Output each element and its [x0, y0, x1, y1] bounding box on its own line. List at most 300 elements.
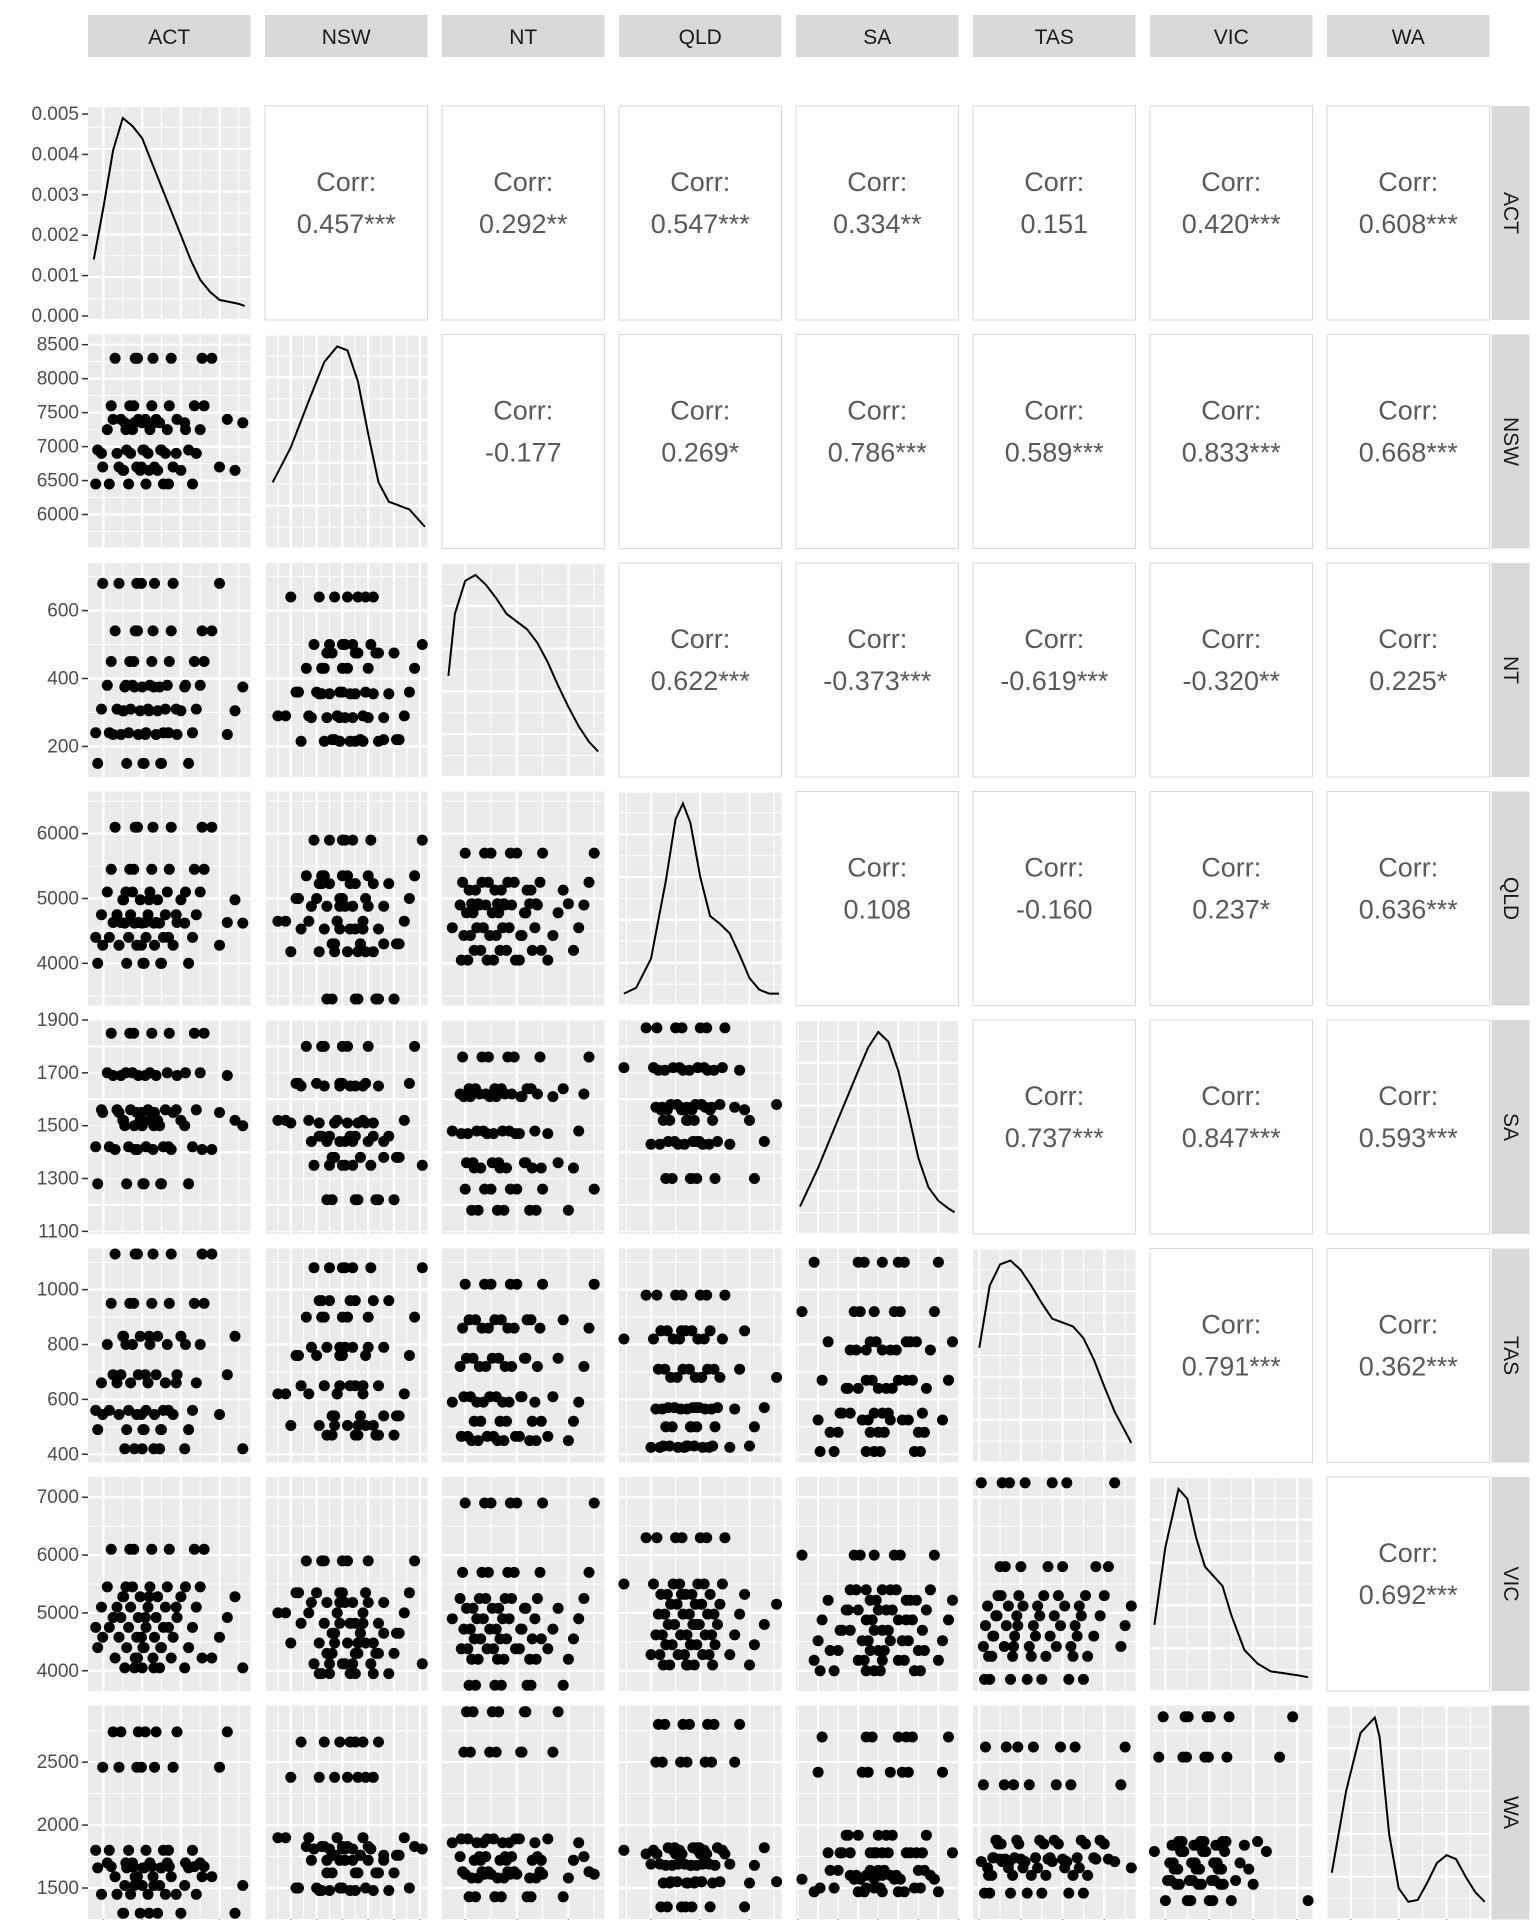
scatter-point	[350, 1737, 361, 1748]
scatter-point	[334, 1380, 345, 1391]
scatter-point	[136, 1762, 147, 1773]
tick-label-y: 0.005	[31, 104, 79, 126]
scatter-point	[1057, 1561, 1068, 1572]
scatter-point	[106, 1861, 117, 1872]
corr-value: 0.636***	[1358, 894, 1458, 925]
scatter-point	[214, 1632, 225, 1643]
scatter-point	[373, 1618, 384, 1629]
scatter-point	[314, 1118, 325, 1129]
scatter-point	[1243, 1864, 1254, 1875]
scatter-point	[383, 688, 394, 699]
scatter-point	[853, 1605, 864, 1616]
scatter-point	[112, 1104, 123, 1115]
scatter-point	[676, 1901, 687, 1912]
scatter-point	[474, 1851, 485, 1862]
scatter-point	[710, 1421, 721, 1432]
scatter-point	[547, 1091, 558, 1102]
scatter-point	[471, 922, 482, 933]
scatter-point	[347, 835, 358, 846]
strip-col-label-sa: SA	[863, 26, 892, 49]
scatter-point	[206, 1871, 217, 1882]
scatter-point	[1103, 1561, 1114, 1572]
scatter-point	[334, 712, 345, 723]
scatter-point	[714, 1876, 725, 1887]
scatter-point	[195, 424, 206, 435]
scatter-point	[123, 479, 134, 490]
scatter-point	[869, 1408, 880, 1419]
scatter-point	[368, 1885, 379, 1896]
scatter-point	[347, 1262, 358, 1273]
scatter-point	[464, 1314, 475, 1325]
scatter-point	[648, 1579, 659, 1590]
scatter-point	[314, 878, 325, 889]
scatter-point	[664, 1115, 675, 1126]
scatter-point	[875, 1446, 886, 1457]
scatter-point	[891, 1584, 902, 1595]
scatter-point	[682, 1404, 693, 1415]
scatter-point	[717, 1334, 728, 1345]
strip-col-label-wa: WA	[1391, 26, 1425, 49]
scatter-point	[500, 1089, 511, 1100]
scatter-point	[187, 1141, 198, 1152]
scatter-point	[148, 1443, 159, 1454]
scatter-point	[114, 1632, 125, 1643]
scatter-point	[334, 901, 345, 912]
tick-label-y: 6500	[36, 470, 79, 492]
scatter-point	[214, 940, 225, 951]
scatter-point	[350, 736, 361, 747]
scatter-point	[132, 1653, 143, 1664]
scatter-point	[529, 922, 540, 933]
scatter-point	[293, 1078, 304, 1089]
scatter-point	[195, 887, 206, 898]
scatter-point	[532, 1361, 543, 1372]
scatter-point	[873, 1383, 884, 1394]
scatter-point	[316, 1041, 327, 1052]
scatter-point	[877, 1870, 888, 1881]
scatter-point	[797, 1306, 808, 1317]
scatter-point	[885, 1415, 896, 1426]
scatter-point	[334, 1342, 345, 1353]
scatter-point	[149, 1632, 160, 1643]
scatter-point	[455, 1593, 466, 1604]
scatter-point	[933, 1655, 944, 1666]
scatter-point	[865, 1645, 876, 1656]
corr-value: 0.692***	[1358, 1580, 1458, 1610]
scatter-point	[893, 1732, 904, 1743]
scatter-point	[1009, 1631, 1020, 1642]
scatter-point	[1149, 1846, 1160, 1857]
scatter-point	[734, 1364, 745, 1375]
scatter-point	[222, 1726, 233, 1737]
scatter-point	[744, 1441, 755, 1452]
scatter-point	[983, 1651, 994, 1662]
scatter-point	[456, 1431, 467, 1442]
scatter-point	[180, 680, 191, 691]
scatter-point	[144, 1331, 155, 1342]
scatter-point	[515, 1624, 526, 1635]
scatter-point	[659, 1364, 670, 1375]
scatter-point	[563, 898, 574, 909]
scatter-point	[140, 1369, 151, 1380]
scatter-point	[140, 729, 151, 740]
scatter-point	[191, 1602, 202, 1613]
scatter-point	[943, 1614, 954, 1625]
scatter-point	[191, 909, 202, 920]
scatter-point	[479, 848, 490, 859]
scatter-point	[466, 1654, 477, 1665]
scatter-point	[739, 1589, 750, 1600]
scatter-point	[641, 1290, 652, 1301]
scatter-point	[734, 1065, 745, 1076]
scatter-point	[492, 1873, 503, 1884]
scatter-point	[1095, 1610, 1106, 1621]
scatter-point	[1078, 1674, 1089, 1685]
scatter-point	[1032, 1601, 1043, 1612]
scatter-point	[347, 1160, 358, 1171]
scatter-point	[943, 1732, 954, 1743]
scatter-point	[129, 1880, 140, 1891]
scatter-point	[542, 1431, 553, 1442]
scatter-point	[168, 1762, 179, 1773]
scatter-point	[479, 1279, 490, 1290]
scatter-point	[1126, 1862, 1137, 1873]
scatter-point	[309, 1160, 320, 1171]
scatter-point	[197, 1249, 208, 1260]
scatter-point	[160, 704, 171, 715]
scatter-point	[699, 1062, 710, 1073]
scatter-point	[120, 424, 131, 435]
scatter-point	[321, 1194, 332, 1205]
scatter-point	[1082, 1870, 1093, 1881]
scatter-point	[542, 1833, 553, 1844]
scatter-point	[573, 1397, 584, 1408]
scatter-point	[589, 1279, 600, 1290]
scatter-point	[584, 877, 595, 888]
scatter-point	[464, 885, 475, 896]
scatter-point	[535, 877, 546, 888]
scatter-point	[342, 592, 353, 603]
scatter-point	[350, 1380, 361, 1391]
scatter-point	[1120, 1620, 1131, 1631]
scatter-point	[1065, 1779, 1076, 1790]
scatter-point	[389, 1867, 400, 1878]
scatter-point	[129, 1662, 140, 1673]
scatter-point	[901, 1595, 912, 1606]
scatter-point	[355, 1410, 366, 1421]
scatter-point	[515, 1747, 526, 1758]
scatter-point	[537, 1279, 548, 1290]
scatter-point	[510, 1643, 521, 1654]
scatter-point	[106, 1544, 117, 1555]
scatter-point	[114, 578, 125, 589]
scatter-point	[143, 1602, 154, 1613]
scatter-point	[724, 1442, 735, 1453]
scatter-point	[859, 1655, 870, 1666]
scatter-point	[1078, 1888, 1089, 1899]
scatter-point	[817, 1375, 828, 1386]
scatter-point	[851, 1584, 862, 1595]
scatter-point	[350, 1867, 361, 1878]
scatter-point	[987, 1852, 998, 1863]
scatter-point	[487, 1706, 498, 1717]
scatter-point	[146, 400, 157, 411]
scatter-point	[553, 907, 564, 918]
scatter-point	[314, 688, 325, 699]
scatter-point	[97, 462, 108, 473]
scatter-point	[342, 1555, 353, 1566]
scatter-point	[1239, 1840, 1250, 1851]
scatter-point	[399, 916, 410, 927]
scatter-point	[520, 1353, 531, 1364]
scatter-point	[584, 1052, 595, 1063]
scatter-point	[654, 1139, 665, 1150]
corr-value: 0.791***	[1181, 1351, 1281, 1382]
scatter-point	[187, 1622, 198, 1633]
corr-label: Corr:	[1378, 852, 1439, 883]
scatter-point	[316, 1555, 327, 1566]
scatter-point	[355, 1850, 366, 1861]
scatter-point	[166, 1653, 177, 1664]
scatter-point	[303, 710, 314, 721]
tick-label-y: 8500	[36, 334, 79, 356]
scatter-point	[458, 1624, 469, 1635]
scatter-point	[171, 1889, 182, 1900]
scatter-point	[189, 864, 200, 875]
scatter-point	[391, 1410, 402, 1421]
scatter-point	[183, 1178, 194, 1189]
scatter-point	[531, 1873, 542, 1884]
scatter-point	[124, 656, 135, 667]
scatter-point	[155, 445, 166, 456]
scatter-point	[915, 1665, 926, 1676]
scatter-point	[409, 870, 420, 881]
tick-label-y: 5000	[36, 888, 79, 910]
scatter-point	[272, 1388, 283, 1399]
scatter-point	[536, 1855, 547, 1866]
scatter-point	[482, 955, 493, 966]
tick-label-y: 1700	[36, 1062, 79, 1084]
scatter-point	[1061, 1477, 1072, 1488]
scatter-point	[885, 1635, 896, 1646]
scatter-point	[696, 1876, 707, 1887]
scatter-point	[148, 822, 159, 833]
scatter-point	[500, 1361, 511, 1372]
scatter-point	[1080, 1590, 1091, 1601]
scatter-point	[759, 1402, 770, 1413]
scatter-point	[132, 353, 143, 364]
scatter-point	[237, 918, 248, 929]
scatter-point	[121, 1178, 132, 1189]
scatter-point	[206, 822, 217, 833]
scatter-point	[729, 1404, 740, 1415]
scatter-point	[1120, 1742, 1131, 1753]
strip-col-label-qld: QLD	[678, 26, 722, 49]
scatter-point	[199, 1861, 210, 1872]
scatter-point	[797, 1874, 808, 1885]
scatter-point	[677, 1290, 688, 1301]
scatter-point	[1109, 1856, 1120, 1867]
scatter-point	[360, 1772, 371, 1783]
scatter-point	[172, 1726, 183, 1737]
scatter-point	[447, 1126, 458, 1137]
scatter-point	[378, 1342, 389, 1353]
scatter-point	[160, 909, 171, 920]
scatter-point	[321, 901, 332, 912]
scatter-point	[125, 448, 136, 459]
scatter-point	[334, 924, 345, 935]
scatter-point	[321, 1430, 332, 1441]
scatter-point	[578, 1361, 589, 1372]
scatter-point	[704, 1139, 715, 1150]
scatter-point	[1047, 1477, 1058, 1488]
scatter-point	[137, 1424, 148, 1435]
scatter-point	[573, 1613, 584, 1624]
scatter-point	[272, 1832, 283, 1843]
scatter-point	[166, 353, 177, 364]
scatter-point	[712, 1619, 723, 1630]
scatter-point	[149, 940, 160, 951]
scatter-point	[709, 1364, 720, 1375]
scatter-point	[535, 1323, 546, 1334]
scatter-point	[1172, 1864, 1183, 1875]
scatter-point	[672, 1599, 683, 1610]
scatter-point	[151, 1070, 162, 1081]
scatter-point	[739, 1104, 750, 1115]
scatter-point	[618, 1845, 629, 1856]
scatter-point	[686, 1639, 697, 1650]
scatter-point	[919, 1865, 930, 1876]
scatter-point	[477, 877, 488, 888]
scatter-point	[296, 1737, 307, 1748]
scatter-point	[112, 1602, 123, 1613]
scatter-point	[1051, 1779, 1062, 1790]
scatter-point	[471, 1126, 482, 1137]
scatter-point	[417, 1658, 428, 1669]
scatter-point	[477, 1323, 488, 1334]
scatter-point	[363, 1041, 374, 1052]
scatter-point	[667, 1639, 678, 1650]
scatter-point	[378, 901, 389, 912]
scatter-point	[368, 1131, 379, 1142]
scatter-point	[337, 1160, 348, 1171]
scatter-point	[187, 932, 198, 943]
corr-value: 0.608***	[1358, 209, 1458, 239]
corr-label: Corr:	[1024, 395, 1085, 426]
scatter-point	[460, 1279, 471, 1290]
scatter-point	[334, 736, 345, 747]
scatter-point	[531, 1205, 542, 1216]
scatter-point	[696, 1599, 707, 1610]
scatter-point	[301, 1555, 312, 1566]
tick-label-y: 400	[47, 668, 79, 690]
scatter-point	[578, 900, 589, 911]
scatter-point	[553, 1603, 564, 1614]
scatter-point	[992, 1610, 1003, 1621]
scatter-point	[568, 1633, 579, 1644]
scatter-point	[399, 1832, 410, 1843]
scatter-point	[350, 1194, 361, 1205]
scatter-point	[327, 1410, 338, 1421]
scatter-point	[293, 1350, 304, 1361]
scatter-point	[1040, 1870, 1051, 1881]
scatter-point	[342, 663, 353, 674]
scatter-point	[1183, 1711, 1194, 1722]
scatter-point	[1221, 1836, 1232, 1847]
scatter-point	[547, 1747, 558, 1758]
scatter-point	[106, 1298, 117, 1309]
scatter-point	[368, 878, 379, 889]
scatter-point	[815, 1665, 826, 1676]
scatter-point	[681, 1441, 692, 1452]
scatter-point	[662, 1589, 673, 1600]
scatter-point	[104, 1622, 115, 1633]
scatter-point	[474, 1593, 485, 1604]
corr-value: 0.334**	[832, 209, 922, 239]
scatter-point	[237, 1662, 248, 1673]
scatter-point	[404, 1350, 415, 1361]
scatter-point	[389, 1430, 400, 1441]
scatter-point	[641, 1022, 652, 1033]
scatter-point	[505, 1869, 516, 1880]
tick-label-y: 7000	[36, 1487, 79, 1509]
scatter-point	[136, 1632, 147, 1643]
scatter-point	[447, 1613, 458, 1624]
scatter-point	[1158, 1711, 1169, 1722]
scatter-point	[529, 1613, 540, 1624]
scatter-point	[334, 1081, 345, 1092]
scatter-point	[197, 625, 208, 636]
scatter-point	[389, 648, 400, 659]
scatter-point	[106, 400, 117, 411]
scatter-point	[206, 1653, 217, 1664]
scatter-point	[171, 448, 182, 459]
scatter-point	[672, 1372, 683, 1383]
scatter-point	[1068, 1651, 1079, 1662]
scatter-point	[114, 1409, 125, 1420]
scatter-point	[195, 1581, 206, 1592]
scatter-point	[719, 1022, 730, 1033]
scatter-point	[1068, 1870, 1079, 1881]
panel-tas-act	[88, 1249, 251, 1463]
scatter-point	[482, 1431, 493, 1442]
corr-value: 0.108	[843, 894, 912, 925]
scatter-point	[1013, 1839, 1024, 1850]
scatter-point	[360, 1118, 371, 1129]
scatter-point	[865, 1427, 876, 1438]
scatter-point	[148, 918, 159, 929]
scatter-point	[136, 1409, 147, 1420]
scatter-point	[681, 1660, 692, 1671]
scatter-point	[391, 1628, 402, 1639]
scatter-point	[409, 1041, 420, 1052]
scatter-point	[329, 1638, 340, 1649]
scatter-point	[502, 1323, 513, 1334]
corr-value: 0.269*	[661, 437, 740, 468]
scatter-point	[383, 1885, 394, 1896]
scatter-point	[877, 1584, 888, 1595]
scatter-point	[542, 955, 553, 966]
scatter-point	[285, 1118, 296, 1129]
scatter-point	[314, 1772, 325, 1783]
scatter-point	[214, 578, 225, 589]
scatter-point	[136, 1107, 147, 1118]
scatter-point	[163, 1405, 174, 1416]
scatter-point	[195, 1067, 206, 1078]
scatter-point	[1003, 1601, 1014, 1612]
scatter-point	[222, 917, 233, 928]
panel-nsw-act	[88, 335, 251, 549]
